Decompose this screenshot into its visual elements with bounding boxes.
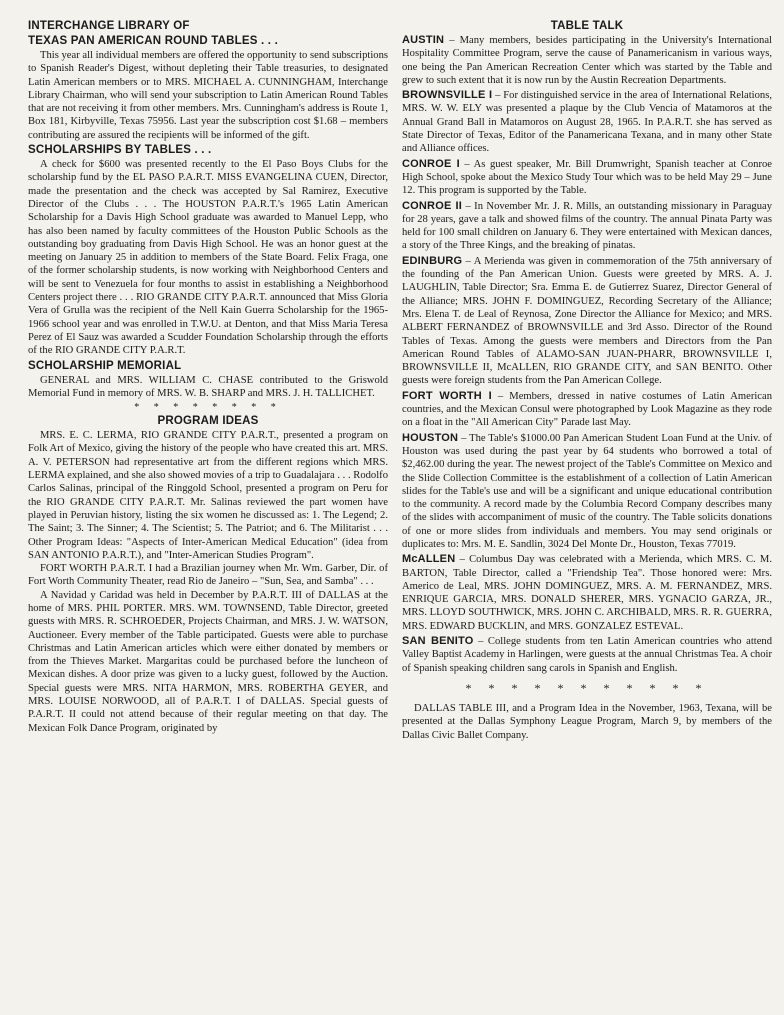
interchange-library-section [28,20,388,142]
entry-text: – Many members, besides participating in the University's International Hospitality Committee Program, serve the cause of Panamericanism in various ways, one being the Pan American Recreation Center which was started by the Table and grew to such extent that it is now run by the Austin Recreation Departments. [402,35,772,86]
section-divider: * * * * * * * * [134,402,282,414]
entry-lead: HOUSTON [402,431,459,444]
table-talk-entry [402,89,772,155]
entry-text: – Members, dressed in native costumes of Latin American countries, and the Mexican Consul were photographed by Look Magazine as they rode on a float in the "All American City" Parade last May. [402,390,772,429]
entry-text: – Columbus Day was celebrated with a Merienda, which MRS. C. M. BARTON, Table Director, called a "Friendship Tea". Those honored were: Mrs. Americo de Leal, MRS. JOHN DOMINGUEZ, MRS. A. M. FERNANDEZ, MRS. ENRIQUE GARCIA, MRS. DONALD SHERER, MRS. YGNACIO GARZA, JR., MRS. LLOYD SOUTHWICK, MRS. JOHN C. ARCHIBALD, MRS. R. R. GUERRA, MRS. EDWARD BUCKLIN, and MRS. GONZALEZ ESTEVAL. [402,554,772,632]
memorial-body: GENERAL and MRS. WILLIAM C. CHASE contributed to the Griswold Memorial Fund in memory of MRS. W. B. SHARP and MRS. J. H. TALLICHET. [28,374,388,399]
table-talk-entry [402,158,772,198]
entry-lead: BROWNSVILLE I [402,89,493,102]
interchange-body: This year all individual members are offered the opportunity to send subscriptions to Spanish Reader's Digest, without depleting their Table treasuries, to designated Latin American members or to MRS. MICHAEL A. CUNNINGHAM, Interchange Library Chairman, who will send your subscription to Latin American Round Tables that are not receiving it from other members. Mrs. Cunningham's address is Route 1, Box 181, Kirbyville, Texas 75956. Last year the subscription cost $1.68 – members contributing are assured the recipients will be informed of the gift. [28,50,388,141]
table-talk-entry [402,553,772,633]
entry-lead: SAN BENITO [402,635,474,648]
entry-text: – The Table's $1000.00 Pan American Student Loan Fund at the Univ. of Houston was used during the past year by 64 students who borrowed a total of $2,462.00 during the year. The newest project of the Table's Committee on Mexico and the Slide Collection Committee is the establishment of a collection of Latin American slides for the Table's use and will be a significant and unique educational contribution to the community. A record made by the Columbia Record Company describes many of the slides with accompaniment of music of the country. The Table solicits donations of one or more slides from individuals and members. You may send originals or duplicates to: Mrs. M. E. Sandlin, 3024 Del Monte Dr., Houston, Texas 77019. [402,432,772,550]
program-ideas-section [28,415,388,735]
table-talk-entry [402,432,772,552]
program-paragraph: MRS. E. C. LERMA, RIO GRANDE CITY P.A.R.T., presented a program on Folk Art of Mexico, giving the history of the people who have created this art. MRS. A. V. PETERSON had representative art from the different regions which MRS. LERMA explained, and she also showed movies of a trip to Guadalajara . . . Rodolfo Carlos Salinas, principal of the Ringgold School, presented a program on Peru for the RIO GRANDE CITY P.A.R.T. Mr. Salinas reviewed the part women have played in Peruvian history, listing the six women he discussed as: 1. The Legend; 2. The Saint; 3. The Sinner; 4. The Scientist; 5. The Patriot; and 6. The Militarist . . . Other Program Ideas: "Aspects of Inter-American Medical Education" (idea from SAN ANTONIO P.A.R.T.), and "Inter-American Studies Program". [28,430,388,561]
entry-lead: CONROE I [402,157,460,170]
entry-lead: AUSTIN [402,34,445,46]
interchange-heading-line1: INTERCHANGE LIBRARY OF [28,20,190,32]
scholarships-section [28,144,388,357]
entry-lead: FORT WORTH I [402,389,492,402]
entry-text: – In November Mr. J. R. Mills, an outstanding missionary in Paraguay for 28 years, gave a talk and showed films of the country. The annual Pinata Party was held for 100 small children on January 6. They were entertained with Mexican dances, a story of the Three Kings, and the breaking of pinatas. [402,200,773,252]
entry-lead: CONROE II [402,199,463,212]
table-talk-entry [402,34,772,87]
table-talk-heading: TABLE TALK [550,20,624,32]
entry-lead: McALLEN [402,553,456,566]
table-talk-entry [402,255,772,388]
left-column [28,18,388,1015]
program-ideas-heading: PROGRAM IDEAS [157,415,259,428]
interchange-heading-line2: TEXAS PAN AMERICAN ROUND TABLES . . . [28,35,278,47]
scholarship-memorial-section [28,360,388,401]
memorial-heading: SCHOLARSHIP MEMORIAL [28,359,182,372]
table-talk-entry [402,635,772,675]
table-talk-entry [402,390,772,430]
entry-text: – College students from ten Latin American countries who attend Valley Baptist Academy in Harlingen, were guests at the annual Christmas Tea. A choir of Spanish speaking children sang carols in Spanish and English. [402,636,772,674]
entry-text: – A Merienda was given in commemoration of the 75th anniversary of the founding of the Pan American Union. Guests were greeted by MRS. A. J. LAUGHLIN, Table Director; Sra. Emma E. de Gutierrez Suarez, Director General of the Alliance; MRS. JOHN F. DOMINGUEZ, Recording Secretary of the Alliance; Mrs. Elena T. de Leal of Reynosa, Zone Director the Alliance for Mexico; and MRS. ALBERT FERNANDEZ of BROWNSVILLE and 3rd Asso. Director of the Round Tables of Texas. Among the guests were members and Directors from the Pan American Round Tables of ALAMO-SAN JUAN-PHARR, BROWNSVILLE I, BROWNSVILLE II, McALLEN, RIO GRANDE CITY, and SAN BENITO. Other guests were foreign students from the Pan American College. [402,255,772,387]
closing-text: DALLAS TABLE III, and a Program Idea in the November, 1963, Texana, will be presented at the Dallas Symphony League Program, March 9, by members of the Dallas Civic Ballet Company. [402,702,772,741]
scholarships-body: A check for $600 was presented recently to the El Paso Boys Clubs for the scholarship fund by the EL PASO P.A.R.T. MISS EVANGELINA CUEN, Director, made the presentation and the check was accepted by Sal Ramirez, Executive Director of the Clubs . . . The HOUSTON P.A.R.T.'s 1965 Latin American Scholarship for a Davis High School graduate was awarded to Manuel Lepp, who has also been named by faculty committees of the Houston Public Schools as the outstanding boy graduating from Davis High School. He was an honor guest at the meeting on January 25 in addition to members of the State Board. Felix Fraga, one of the former scholarship students, is now working with Neighborhood Centers and will be sent to Venezuela for four months to assist in establishing a Neighborhood Centers project there . . . RIO GRANDE CITY P.A.R.T. announced that Miss Gloria Vera of Grulla was the recipient of the Nell Kain Guerra Scholarship for the 1965-1966 school year and was enrolled in T.W.U. at Denton, and that Miss Maria Teresa Perez of El Sauz was awarded a Scudder Foundation Scholarship through the efforts of the RIO GRANDE CITY P.A.R.T. [28,159,388,357]
entry-text: – For distinguished service in the area of International Relations, MRS. W. W. ELY was presented a plaque by the Club Vencia of Matamoros at the Annual Grand Ball in Matamoros on August 28, 1965. In P.A.R.T. she has served as State Director of Texas, Editor of the Panamericana Texana, and in many other State and Alliance offices. [402,90,772,155]
closing-note [402,702,772,742]
table-talk-entry [402,200,772,253]
right-column [402,18,772,1015]
scholarships-heading: SCHOLARSHIPS BY TABLES . . . [28,144,212,157]
entry-text: – As guest speaker, Mr. Bill Drumwright, Spanish teacher at Conroe High School, spoke about the Mexico Study Tour which was to be held May 29 – June 12. This program is supported by the Table. [402,158,772,197]
entry-lead: EDINBURG [402,254,463,267]
program-paragraph: FORT WORTH P.A.R.T. I had a Brazilian journey when Mr. Wm. Garber, Dir. of Fort Worth Community Theater, read Rio de Janeiro – "Sun, Sea, and Samba" . . . [28,563,388,588]
program-paragraph: A Navidad y Caridad was held in December by P.A.R.T. III of DALLAS at the home of MRS. PHIL PORTER. MRS. WM. TOWNSEND, Table Director, greeted guests with MRS. R. SCHROEDER, Projects Chairman, and MRS. J. W. WATSON, Auctioneer. Every member of the Table participated. Guests were able to purchase Christmas and Latin American articles which were either donated by members or from the Thieves Market. Margaritas could be purchased before the luncheon of Mexican dishes. A door prize was given to a lucky guest, followed by the Auction. Special guests were MRS. NITA HARMON, MRS. ROBERTHA GEYER, and MRS. LOUISE NORWOOD, all of P.A.R.T. I of DALLAS. Special guests of P.A.R.T. II could not attend because of their regular meeting on that day. The Mexican Folk Dance Program, originated by [28,589,388,734]
section-divider: * * * * * * * * * * * [465,680,709,695]
